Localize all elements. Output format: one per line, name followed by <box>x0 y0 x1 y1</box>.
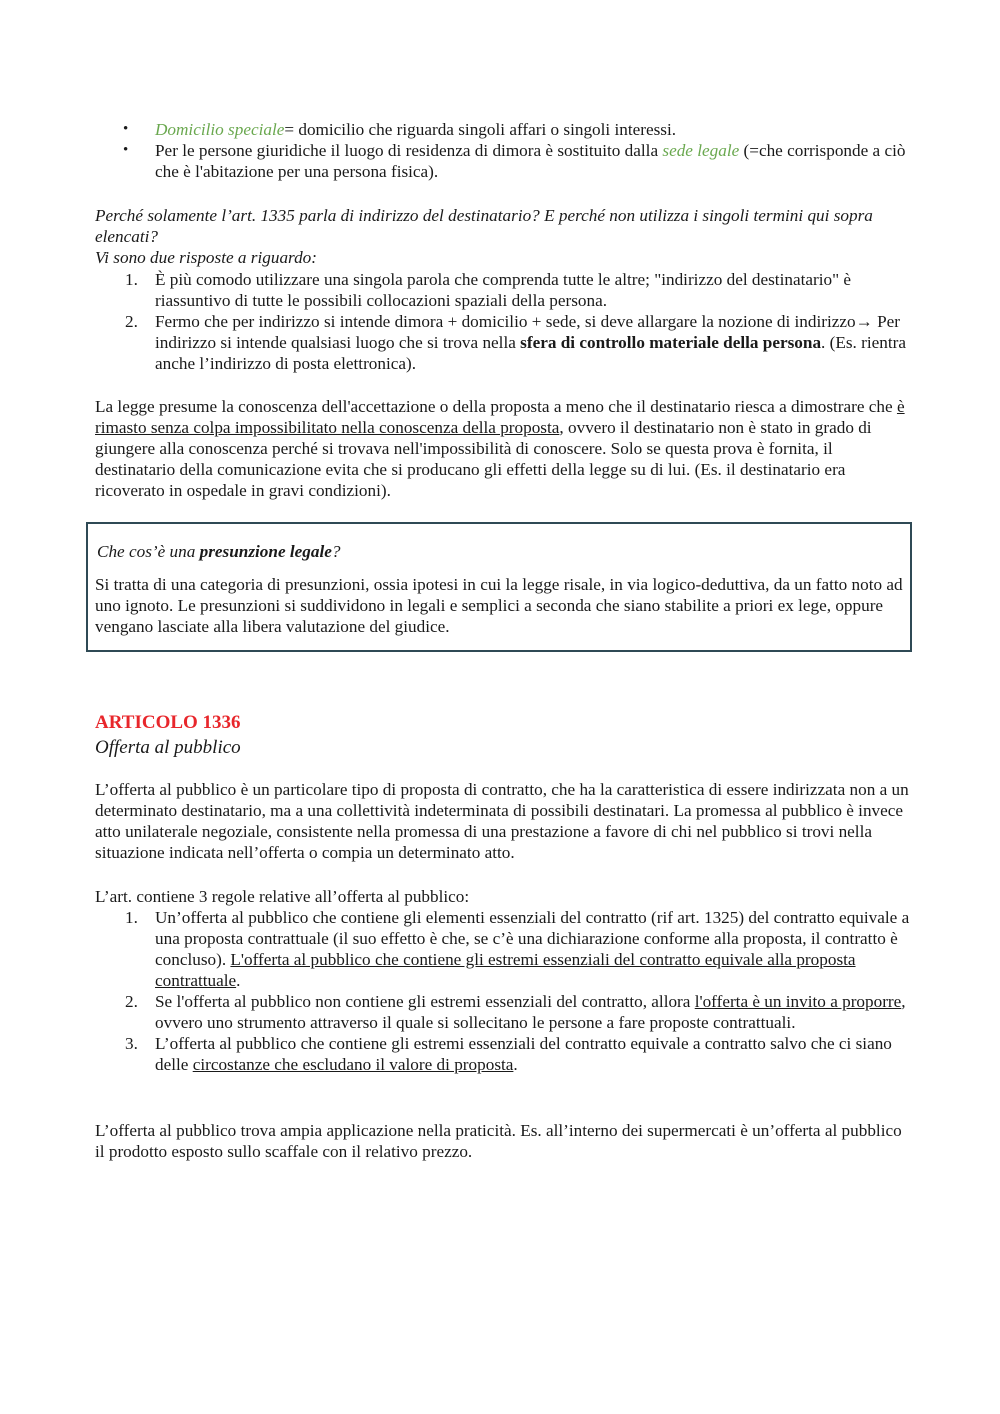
list-item <box>95 1033 910 1075</box>
box-question <box>97 541 340 562</box>
box-answer: Si tratta di una categoria di presunzioni, ossia ipotesi in cui la legge risale, in via logico-deduttiva, da un fatto noto ad uno ignoto. Le presunzioni si suddividono in legali e semplici a seconda che siano stabilite a priori ex lege, oppure vengano lasciate alla libera valutazione del giudice. <box>95 575 903 636</box>
bullet-text: = domicilio che riguarda singoli affari o singoli interessi. <box>284 120 677 139</box>
answer-text: Per indirizzo si intende qualsiasi luogo che si trova nella <box>155 312 901 352</box>
answers-list <box>95 269 915 374</box>
answer-text: Fermo che per indirizzo si intende dimora + domicilio + sede, si deve allargare la nozione di indirizzo <box>155 312 856 331</box>
offerta-paragraph: L’offerta al pubblico è un particolare tipo di proposta di contratto, che ha la caratteristica di essere indirizzata non a un determinato destinatario, ma a una collettività indeterminata di possibili destinatari. La promessa al pubblico è invece atto unilaterale negoziale, consistente nella promessa di una prestazione a favore di chi nel pubblico si trovi nella situazione indicata nell’offerta o compia un determinato atto. <box>95 780 909 862</box>
list-item <box>95 269 915 311</box>
list-number: 3. <box>125 1034 138 1053</box>
rule-text: , ovvero uno strumento attraverso il quale si sollecitano le persone a fare proposte contrattuali. <box>155 992 906 1032</box>
box-question-text: Che cos’è una <box>97 542 200 561</box>
rule-text: Se l'offerta al pubblico non contiene gli estremi essenziali del contratto, allora <box>155 992 695 1011</box>
article-subtitle: Offerta al pubblico <box>95 737 241 758</box>
rule-text: L’offerta al pubblico che contiene gli estremi essenziali del contratto equivale a contratto salvo che ci siano delle <box>155 1034 892 1074</box>
underlined-text: circostanze che escludano il valore di proposta <box>192 1055 514 1074</box>
rule-text: Un’offerta al pubblico che contiene gli elementi essenziali del contratto (rif art. 1325) del contratto equivale a una proposta contrattuale (il suo effetto è che, se c’è una dichiarazione conforme alla proposta, il contratto è concluso). <box>155 908 910 969</box>
box-question-bold: presunzione legale <box>199 542 332 561</box>
term-domicilio-speciale: Domicilio speciale <box>155 120 285 139</box>
underlined-text: è rimasto senza colpa impossibilitato nella conoscenza della proposta <box>95 397 905 437</box>
rules-list <box>95 907 910 1075</box>
list-item <box>95 140 915 182</box>
bullet-text: (=che corrisponde a ciò che è l'abitazione per una persona fisica). <box>155 141 906 181</box>
list-item <box>95 311 915 374</box>
term-sede-legale: sede legale <box>662 141 740 160</box>
article-title: ARTICOLO 1336 <box>95 712 241 733</box>
list-item <box>95 907 910 991</box>
presumption-paragraph <box>95 396 910 501</box>
answer-text: . (Es. rientra anche l’indirizzo di posta elettronica). <box>155 333 906 373</box>
underlined-text: L'offerta al pubblico che contiene gli estremi essenziali del contratto equivale alla proposta contrattuale <box>155 950 856 990</box>
bullet-list <box>95 119 915 182</box>
answer-bold-text: sfera di controllo materiale della persona <box>520 333 822 352</box>
list-number: 1. <box>125 270 138 289</box>
question-followup: Vi sono due risposte a riguardo: <box>95 248 318 267</box>
underlined-text: l'offerta è un invito a proporre <box>694 992 902 1011</box>
list-item <box>95 119 915 140</box>
bullet-text: Per le persone giuridiche il luogo di residenza di dimora è sostituito dalla <box>155 141 663 160</box>
rule-text: . <box>236 971 241 990</box>
box-question-text: ? <box>331 542 341 561</box>
list-number: 1. <box>125 908 138 927</box>
closing-paragraph: L’offerta al pubblico trova ampia applicazione nella praticità. Es. all’interno dei supermercati è un’offerta al pubblico il prodotto esposto sullo scaffale con il relativo prezzo. <box>95 1121 902 1161</box>
answer-text: È più comodo utilizzare una singola parola che comprenda tutte le altre; "indirizzo del destinatario" è riassuntivo di tutte le possibili collocazioni spaziali della persona. <box>155 270 852 310</box>
question-text: Perché solamente l’art. 1335 parla di indirizzo del destinatario? E perché non utilizza i singoli termini qui sopra elencati? <box>95 206 873 246</box>
rule-text: . <box>513 1055 518 1074</box>
paragraph-text: , ovvero il destinatario non è stato in grado di giungere alla conoscenza perché si trovava nell'impossibilità di conoscere. Solo se questa prova è fornita, il destinatario della comunicazione evita che si producano gli effetti della legge su di lui. (Es. il destinatario era ricoverato in ospedale in gravi condizioni). <box>95 418 872 500</box>
arrow-right-icon: → <box>855 312 873 331</box>
paragraph-text: La legge presume la conoscenza dell'accettazione o della proposta a meno che il destinatario riesca a dimostrare che <box>95 397 897 416</box>
rules-intro: L’art. contiene 3 regole relative all’offerta al pubblico: <box>95 887 470 906</box>
list-number: 2. <box>125 312 138 331</box>
question-block <box>95 205 915 268</box>
list-number: 2. <box>125 992 138 1011</box>
list-item <box>95 991 910 1033</box>
